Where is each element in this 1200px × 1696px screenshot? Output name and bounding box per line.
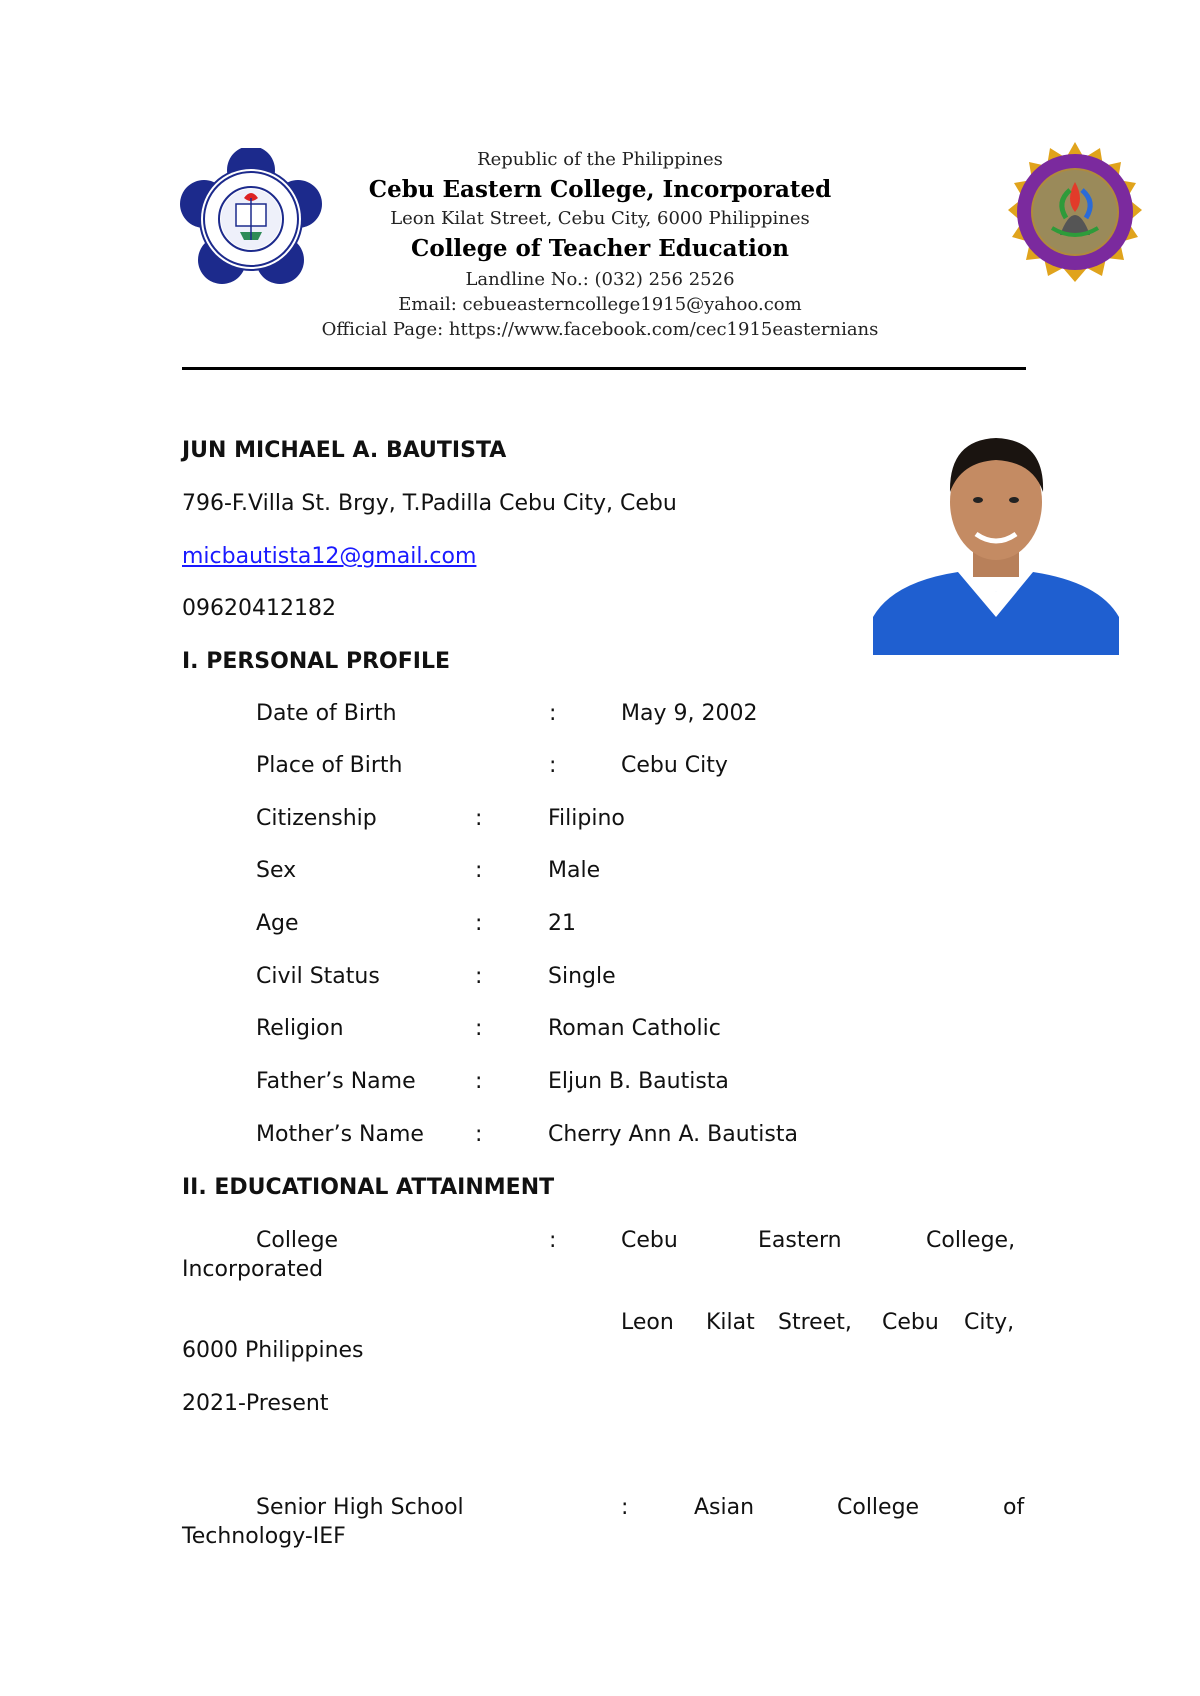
official-page: Official Page: https://www.facebook.com/cec1915easternians bbox=[321, 319, 879, 340]
profile-photo bbox=[873, 422, 1119, 655]
republic-line: Republic of the Philippines bbox=[477, 149, 723, 170]
profile-label: Father’s Name bbox=[256, 1069, 416, 1094]
letterhead bbox=[0, 147, 1200, 342]
profile-label: Citizenship bbox=[256, 806, 377, 831]
education-shs-continued: Technology-IEF bbox=[182, 1524, 346, 1549]
profile-label: Sex bbox=[256, 858, 297, 883]
education-label-college: College bbox=[256, 1228, 339, 1253]
person-email-link[interactable]: micbautista12@gmail.com bbox=[182, 544, 477, 569]
profile-label: Religion bbox=[256, 1016, 344, 1041]
education-word: College bbox=[837, 1495, 920, 1520]
profile-separator: : bbox=[475, 1069, 483, 1094]
person-name: JUN MICHAEL A. BAUTISTA bbox=[182, 438, 507, 463]
profile-value: May 9, 2002 bbox=[621, 701, 758, 726]
profile-separator: : bbox=[475, 858, 483, 883]
person-phone: 09620412182 bbox=[182, 596, 336, 621]
landline: Landline No.: (032) 256 2526 bbox=[465, 269, 735, 290]
education-school-continued: Incorporated bbox=[182, 1257, 324, 1282]
education-address-continued: 6000 Philippines bbox=[182, 1338, 364, 1363]
school-name: Cebu Eastern College, Incorporated bbox=[368, 176, 832, 203]
profile-separator: : bbox=[475, 1122, 483, 1147]
profile-value: 21 bbox=[548, 911, 576, 936]
education-word: Cebu bbox=[621, 1228, 678, 1253]
profile-value: Cherry Ann A. Bautista bbox=[548, 1122, 798, 1147]
profile-value: Filipino bbox=[548, 806, 625, 831]
section-educational-attainment: II. EDUCATIONAL ATTAINMENT bbox=[182, 1175, 555, 1200]
profile-separator: : bbox=[475, 964, 483, 989]
profile-label: Place of Birth bbox=[256, 753, 403, 778]
education-word: City, bbox=[964, 1310, 1015, 1335]
profile-value: Male bbox=[548, 858, 601, 883]
profile-separator: : bbox=[475, 1016, 483, 1041]
college-name: College of Teacher Education bbox=[411, 235, 789, 262]
letterhead-divider bbox=[182, 367, 1026, 370]
education-separator: : bbox=[549, 1228, 557, 1253]
school-email: Email: cebueasterncollege1915@yahoo.com bbox=[398, 294, 802, 315]
person-address: 796-F.Villa St. Brgy, T.Padilla Cebu City, Cebu bbox=[182, 491, 677, 516]
profile-separator: : bbox=[549, 701, 557, 726]
profile-value: Cebu City bbox=[621, 753, 728, 778]
education-word: Asian bbox=[694, 1495, 755, 1520]
education-word: Eastern bbox=[758, 1228, 842, 1253]
profile-value: Eljun B. Bautista bbox=[548, 1069, 729, 1094]
profile-separator: : bbox=[549, 753, 557, 778]
education-word: Cebu bbox=[882, 1310, 939, 1335]
education-word: Kilat bbox=[706, 1310, 755, 1335]
profile-label: Date of Birth bbox=[256, 701, 397, 726]
education-word: College, bbox=[926, 1228, 1016, 1253]
education-word: Street, bbox=[778, 1310, 852, 1335]
education-years: 2021-Present bbox=[182, 1391, 329, 1416]
education-word: Leon bbox=[621, 1310, 674, 1335]
school-address: Leon Kilat Street, Cebu City, 6000 Philippines bbox=[390, 208, 810, 229]
profile-label: Mother’s Name bbox=[256, 1122, 424, 1147]
profile-separator: : bbox=[475, 806, 483, 831]
education-word: of bbox=[1003, 1495, 1025, 1520]
profile-value: Roman Catholic bbox=[548, 1016, 721, 1041]
profile-label: Age bbox=[256, 911, 299, 936]
section-personal-profile: I. PERSONAL PROFILE bbox=[182, 649, 450, 674]
profile-separator: : bbox=[475, 911, 483, 936]
profile-label: Civil Status bbox=[256, 964, 380, 989]
profile-value: Single bbox=[548, 964, 616, 989]
education-label-shs: Senior High School bbox=[256, 1495, 464, 1520]
education-separator: : bbox=[621, 1495, 629, 1520]
